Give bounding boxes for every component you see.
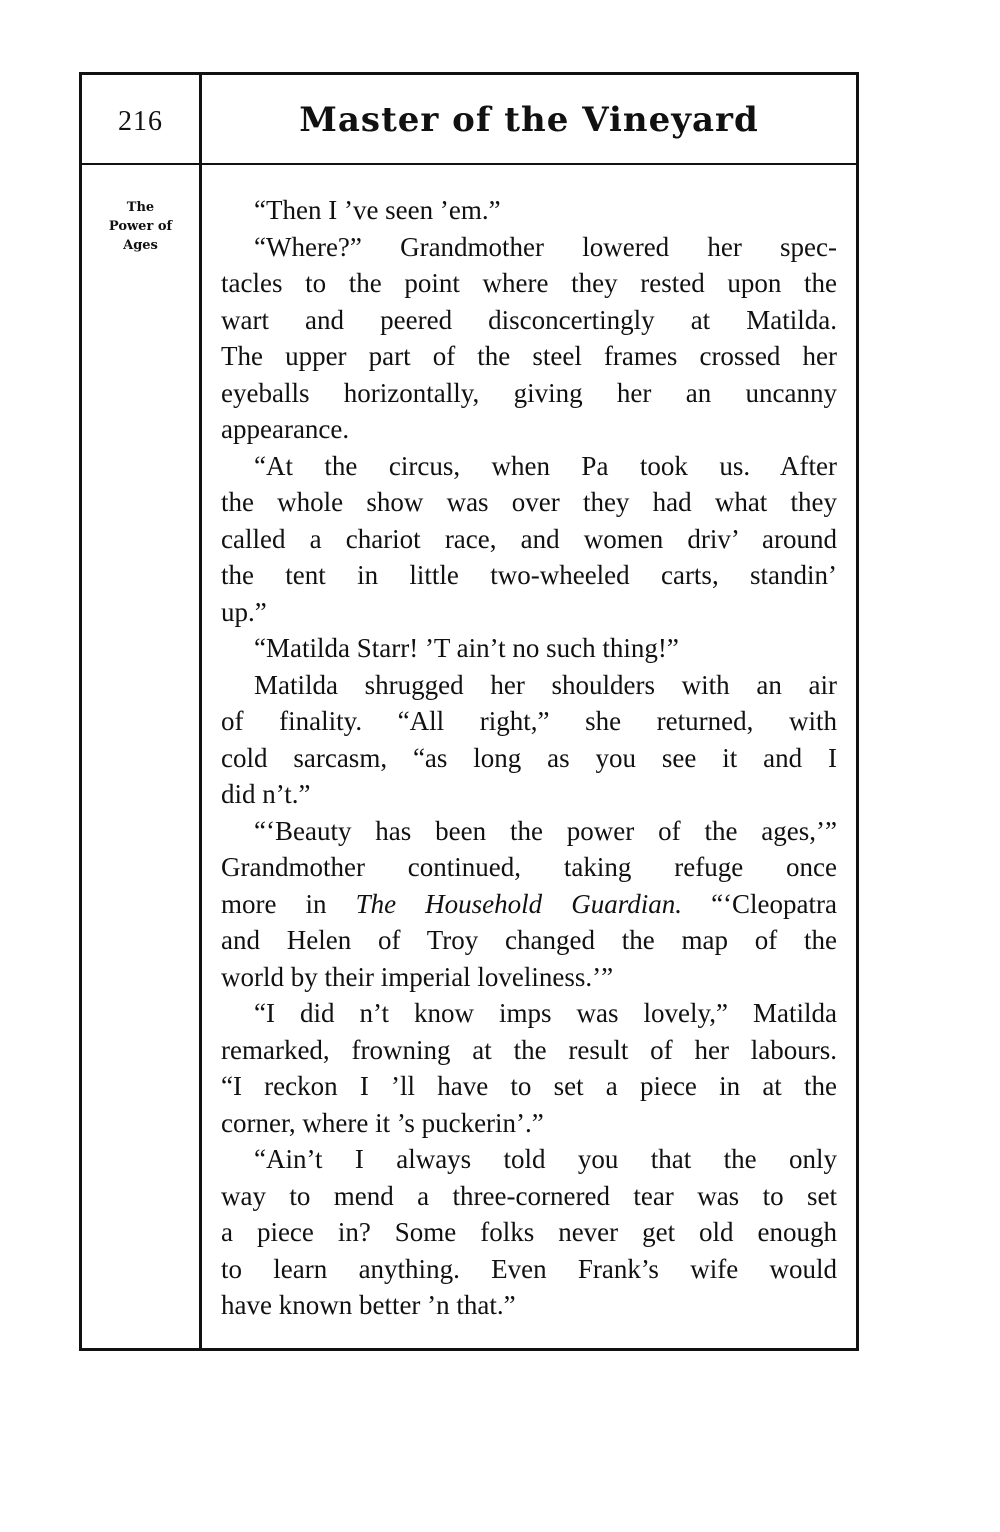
text-line: way to mend a three-cornered tear was to set bbox=[221, 1180, 837, 1211]
side-note bbox=[82, 198, 199, 255]
text-line: appearance. bbox=[221, 414, 350, 444]
text-line: called a chariot race, and women driv’ around bbox=[221, 523, 837, 554]
text-line: The upper part of the steel frames crossed her bbox=[221, 341, 837, 371]
text-line: tacles to the point where they rested upon the bbox=[221, 268, 837, 298]
text-line: “At the circus, when Pa took us. After bbox=[254, 450, 837, 481]
body-text bbox=[221, 192, 837, 1324]
text-line: wart and peered disconcertingly at Matilda. bbox=[221, 304, 837, 335]
side-note-line: The bbox=[126, 200, 155, 215]
text-line: world by their imperial loveliness.’” bbox=[221, 961, 614, 992]
text-line: to learn anything. Even Frank’s wife would bbox=[221, 1253, 837, 1284]
text-segment: “‘Cleopatra bbox=[682, 888, 837, 919]
text-line: Grandmother continued, taking refuge once bbox=[221, 852, 837, 882]
text-line: corner, where it ’s puckerin’.” bbox=[221, 1107, 544, 1138]
text-line bbox=[221, 886, 837, 923]
text-line: and Helen of Troy changed the map of the bbox=[221, 925, 837, 955]
running-title: Master of the Vineyard bbox=[299, 100, 759, 140]
text-segment: more in bbox=[221, 888, 356, 919]
text-line: the tent in little two-wheeled carts, standin’ bbox=[221, 560, 837, 590]
text-line: of finality. “All right,” she returned, with bbox=[221, 706, 837, 736]
text-line: “I reckon I ’ll have to set a piece in at the bbox=[221, 1071, 837, 1101]
page-number: 216 bbox=[118, 106, 163, 137]
text-line: have known better ’n that.” bbox=[221, 1290, 516, 1320]
text-line: eyeballs horizontally, giving her an uncanny bbox=[221, 377, 837, 408]
margin-divider bbox=[199, 72, 202, 1351]
text-line: “Matilda Starr! ’T ain’t no such thing!” bbox=[254, 633, 679, 663]
book-title: The Household Guardian. bbox=[355, 888, 682, 919]
text-line: “‘Beauty has been the power of the ages,’” bbox=[254, 815, 837, 846]
text-line: up.” bbox=[221, 596, 267, 627]
text-line: “Where?” Grandmother lowered her spec- bbox=[254, 231, 837, 262]
text-line: the whole show was over they had what they bbox=[221, 487, 837, 517]
side-note-line: Ages bbox=[123, 238, 158, 253]
text-line: a piece in? Some folks never get old enough bbox=[221, 1217, 837, 1247]
text-line: did n’t.” bbox=[221, 779, 311, 809]
text-line: “Then I ’ve seen ’em.” bbox=[254, 195, 501, 225]
text-line: “Ain’t I always told you that the only bbox=[254, 1144, 837, 1174]
text-line: remarked, frowning at the result of her labours. bbox=[221, 1034, 837, 1065]
text-line: “I did n’t know imps was lovely,” Matilda bbox=[254, 998, 837, 1028]
text-line: cold sarcasm, “as long as you see it and I bbox=[221, 742, 837, 773]
text-line: Matilda shrugged her shoulders with an air bbox=[254, 669, 837, 700]
header-divider bbox=[79, 163, 859, 165]
side-note-line: Power of bbox=[108, 219, 173, 234]
